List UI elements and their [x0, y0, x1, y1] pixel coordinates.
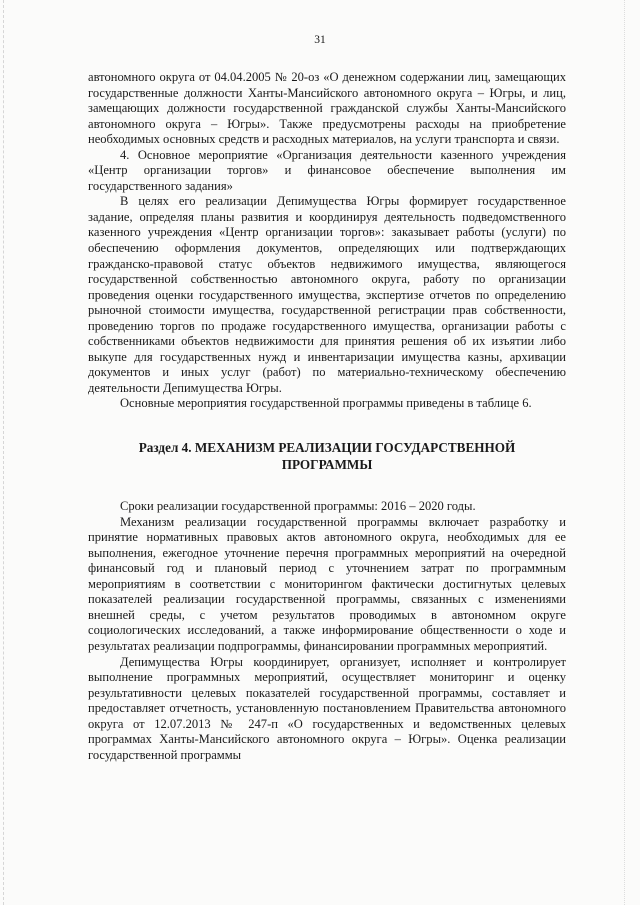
paragraph: Депимущества Югры координирует, организует, исполняет и контролирует выполнение программных мероприятий, осуществляет мониторинг и оценку результативности целевых показателей государственной программы, составляет и предоставляет отчетность, установленную постановлением Правительства автономного округа от 12.07.2013 № 247-п «О государственных и ведомственных целевых программах Ханты-Мансийского автономного округа – Югры». Оценка реализации государственной программы [88, 654, 566, 762]
paragraphs-bottom [88, 499, 566, 763]
section-heading: Раздел 4. МЕХАНИЗМ РЕАЛИЗАЦИИ ГОСУДАРСТВЕННОЙ ПРОГРАММЫ [138, 440, 516, 472]
document-body [88, 70, 566, 763]
scan-edge-right [624, 0, 626, 905]
paragraph: Основные мероприятия государственной программы приведены в таблице 6. [120, 396, 532, 411]
page-number: 31 [314, 34, 326, 46]
scan-edge-left [3, 0, 5, 905]
paragraph: 4. Основное мероприятие «Организация деятельности казенного учреждения «Центр организации торгов» и финансовое обеспечение выполнения им государственного задания» [88, 147, 566, 193]
paragraph: В целях его реализации Депимущества Югры формирует государственное задание, определяя планы развития и координируя деятельность подведомственного казенного учреждения «Центр организации торгов»: заказывает работы (услуги) по обеспечению оформления документов, определяющих или подтверждающих гражданско-правовой статус объектов недвижимого имущества, являющегося государственной собственностью автономного округа, работу по организации проведения оценки государственного имущества, экспертизе отчетов по определению рыночной стоимости имущества, государственной регистрации прав собственности, проведению торгов по продаже государственного имущества, организации работы с собственниками объектов недвижимости для принятия решения об их изъятии либо выкупе для государственных нужд и инвентаризации имущества казны, архивации документов и иных услуг (работ) по материально-техническому обеспечению деятельности Депимущества Югры. [88, 194, 566, 395]
paragraph: автономного округа от 04.04.2005 № 20-оз «О денежном содержании лиц, замещающих государственные должности Ханты-Мансийского автономного округа – Югры, и лиц, замещающих должности государственной гражданской службы Ханты-Мансийского автономного округа – Югры». Также предусмотрены расходы на приобретение необходимых основных средств и расходных материалов, на услуги транспорта и связи. [88, 70, 566, 147]
paragraphs-top [88, 70, 566, 412]
paragraph: Сроки реализации государственной программы: 2016 – 2020 годы. [120, 499, 476, 514]
paragraph: Механизм реализации государственной программы включает разработку и принятие нормативных правовых актов автономного округа, необходимых для ее выполнения, ежегодное уточнение перечня программных мероприятий на очередной финансовый год и плановый период с уточнением затрат по программным мероприятиям в соответствии с мониторингом фактически достигнутых целевых показателей реализации государственной программы, связанных с изменениями внешней среды, с учетом результатов проводимых в автономном округе социологических исследований, а также информирование общественности о ходе и результатах реализации подпрограммы, финансировании программных мероприятий. [88, 514, 566, 653]
